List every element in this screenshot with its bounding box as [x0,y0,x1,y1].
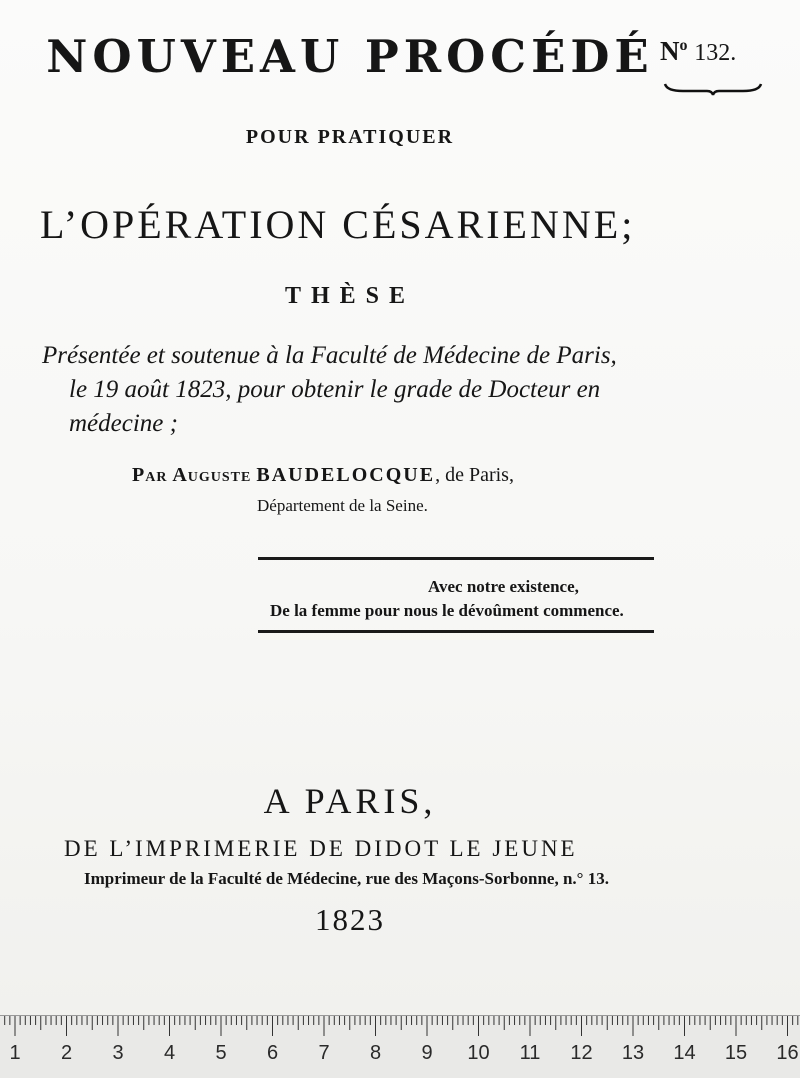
ruler-number: 2 [60,1042,73,1064]
ruler-number: 11 [519,1042,541,1064]
these-heading: THÈSE [284,283,416,309]
subtitle: POUR PRATIQUER [245,126,455,148]
divider-top [258,557,654,560]
publication-year: 1823 [315,902,385,937]
presentation-line-2: le 19 août 1823, pour obtenir le grade de Docteur en [69,376,601,403]
ruler-number: 6 [266,1042,279,1064]
presentation-text [42,339,662,441]
presentation-line-1: Présentée et soutenue à la Faculté de Médecine de Paris, [42,342,617,369]
ruler-number: 12 [570,1042,593,1064]
epigraph [258,575,658,623]
epigraph-line-1: Avec notre existence, [428,577,579,596]
ruler-ticks [0,1016,800,1042]
measurement-ruler [0,1015,800,1078]
ruler-number: 13 [621,1042,645,1064]
ruler-number: 8 [369,1042,382,1064]
divider-bottom [258,630,654,633]
number-superscript: o [679,37,688,54]
presentation-line-3: médecine ; [69,410,178,437]
epigraph-line-2: De la femme pour nous le dévoûment commence. [270,601,624,620]
ruler-number: 9 [421,1042,433,1064]
author-department: Département de la Seine. [257,496,428,515]
publication-city: A PARIS, [263,781,437,821]
ruler-number: 5 [215,1042,227,1064]
ruler-number: 10 [467,1042,490,1064]
document-title: NOUVEAU PROCÉDÉ [46,30,654,83]
ruler-number: 7 [318,1042,330,1064]
ruler-number: 4 [163,1042,176,1064]
document-number [660,36,736,67]
printer-name: DE L’IMPRIMERIE DE DIDOT LE JEUNE [64,836,578,861]
ruler-number: 15 [724,1042,748,1064]
author-surname: BAUDELOCQUE [256,464,436,486]
author-origin: , de Paris, [435,464,514,486]
ruler-number: 14 [673,1042,696,1064]
ruler-number: 16 [776,1042,799,1064]
ruler-number: 3 [112,1042,124,1064]
ruler-number: 1 [9,1042,21,1064]
author-line [132,464,692,487]
printer-address: Imprimeur de la Faculté de Médecine, rue des Maçons-Sorbonne, n.° 13. [84,869,609,888]
number-value: 132. [694,40,737,66]
curly-bracket-icon [663,82,763,96]
main-title: L’OPÉRATION CÉSARIENNE; [40,202,636,247]
author-prefix: Par Auguste [132,464,252,486]
number-prefix: N [660,36,680,66]
